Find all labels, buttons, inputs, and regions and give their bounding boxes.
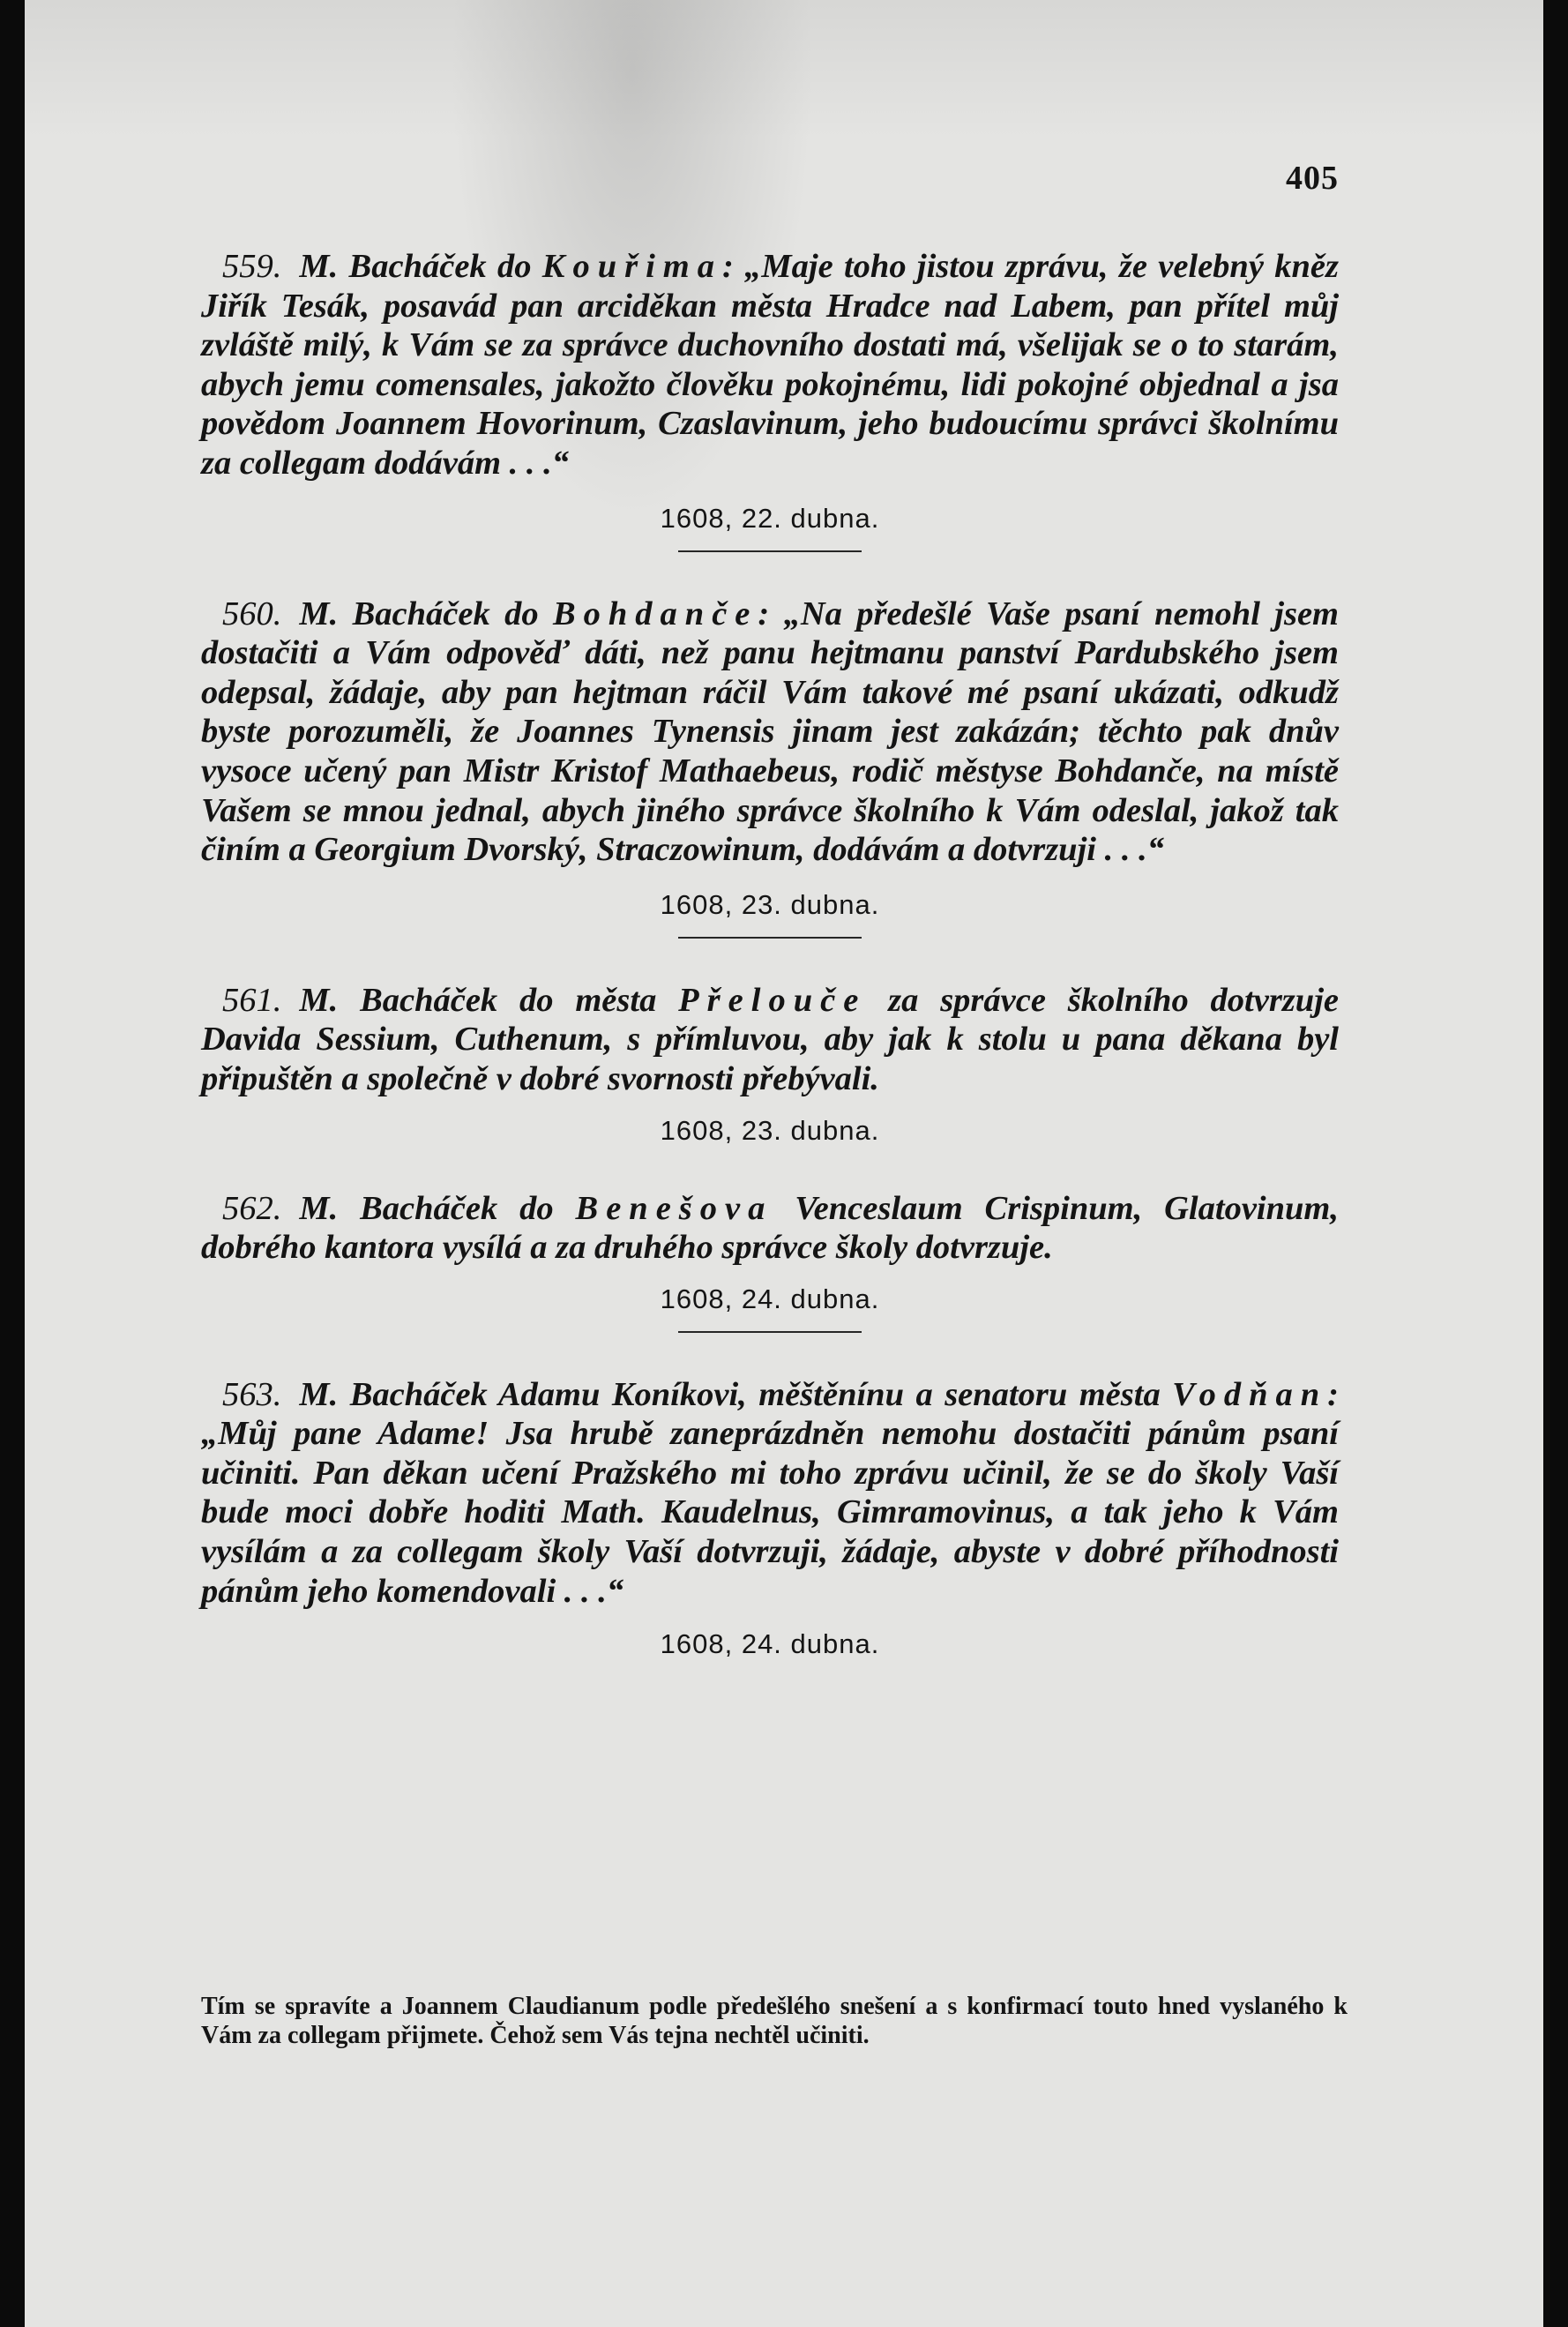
- page-number: 405: [1286, 160, 1339, 197]
- entry-date: 1608, 23. dubna.: [660, 1114, 880, 1146]
- separator-rule: [678, 1331, 862, 1333]
- entry-place: Kouřima: [541, 248, 722, 285]
- entry-lead: M. Bacháček do: [299, 1189, 576, 1227]
- entry-number: 560.: [222, 595, 282, 632]
- entry-place: Vodňan: [1172, 1375, 1328, 1413]
- entry-lead: M. Bacháček Adamu Koníkovi, měštěnínu a senatoru města: [299, 1375, 1173, 1413]
- entry-562: [201, 1189, 1339, 1268]
- entry-text: : „Na předešlé Vaše psaní nemohl jsem dostačiti a Vám odpověď dáti, než panu hejtmanu panství Pardubského jsem odepsal, žádaje, aby pan hejtman ráčil Vám takové mé psaní ukázati, odkudž byste porozuměli, že Joannes Tynensis jinam jest zakázán; těchto pak dnův vysoce učený pan Mistr Kristof Mathaebeus, rodič městyse Bohdanče, na místě Vašem se mnou jednal, abych jiného správce školního k Vám odeslal, jakož tak činím a Georgium Dvorský, Straczowinum, dodávám a dotvrzuji . . .“: [201, 595, 1339, 869]
- entry-date: 1608, 23. dubna.: [660, 888, 880, 920]
- entry-text: za správce školního dotvrzuje Davida Sessium, Cuthenum, s přímluvou, aby jak k stolu u pana děkana byl připuštěn a společně v dobré svornosti přebývali.: [201, 981, 1339, 1097]
- entry-560: [201, 595, 1339, 870]
- entry-date: 1608, 22. dubna.: [660, 502, 880, 534]
- entry-place: Benešova: [575, 1189, 773, 1227]
- entry-place: Přelouče: [678, 981, 867, 1019]
- entry-lead: M. Bacháček do: [299, 248, 542, 285]
- entry-561: [201, 981, 1339, 1099]
- entry-text: : „Maje toho jistou zprávu, že velebný kněz Jiřík Tesák, posavád pan arciděkan města Hradce nad Labem, pan přítel můj zvláště milý, k Vám se za správce duchovního dostati má, všelijak se o to starám, abych jemu comensales, jakožto člověku pokojnému, lidi pokojné objednal a jsa povědom Joannem Hovorinum, Czaslavinum, jeho budoucímu správci školnímu za collegam dodávám . . .“: [201, 248, 1339, 482]
- entry-date: 1608, 24. dubna.: [660, 1628, 880, 1660]
- entry-number: 561.: [222, 981, 282, 1019]
- entry-text: : „Můj pane Adame! Jsa hrubě zaneprázdněn nemohu dostačiti pánům psaní učiniti. Pan děkan učení Pražského mi toho zprávu učinil, že se do školy Vaší bude moci dobře hoditi Math. Kaudelnus, Gimramovinus, a tak jeho k Vám vysílám a za collegam školy Vaší dotvrzuji, žádaje, abyste v dobré příhodnosti pánům jeho komendovali . . .“: [201, 1375, 1339, 1610]
- entry-number: 563.: [222, 1375, 282, 1413]
- entry-559: [201, 247, 1339, 483]
- footnote: Tím se spravíte a Joannem Claudianum podle předešlého snešení a s konfirmací touto hned vyslaného k Vám za collegam přijmete. Čehož sem Vás tejna nechtěl učiniti.: [201, 1993, 1348, 2049]
- entry-text: Venceslaum Crispinum, Glatovinum, dobrého kantora vysílá a za druhého správce školy dotvrzuje.: [201, 1189, 1339, 1267]
- entry-date: 1608, 24. dubna.: [660, 1283, 880, 1314]
- entry-number: 562.: [222, 1189, 282, 1227]
- entry-lead: M. Bacháček do města: [299, 981, 679, 1019]
- separator-rule: [678, 937, 862, 939]
- entry-number: 559.: [222, 248, 282, 285]
- entry-lead: M. Bacháček do: [299, 595, 553, 632]
- separator-rule: [678, 550, 862, 552]
- entry-563: [201, 1375, 1339, 1612]
- entry-place: Bohdanče: [552, 595, 758, 632]
- document-page: [25, 0, 1543, 2327]
- entries-column: [201, 247, 1339, 1660]
